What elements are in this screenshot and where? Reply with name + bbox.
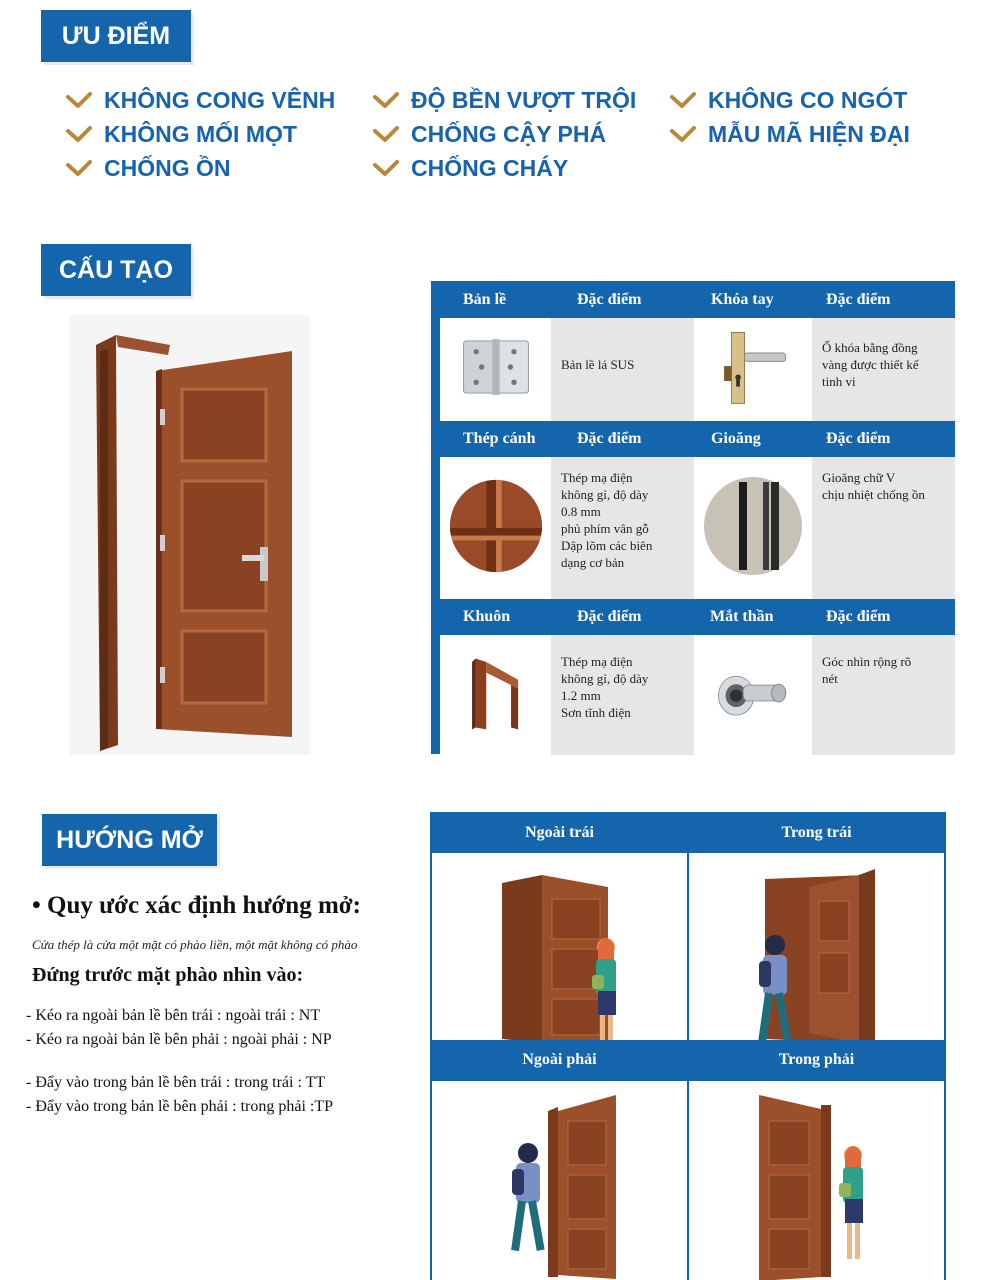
feature-header: Đặc điểm	[577, 608, 642, 625]
component-name: Mắt thần	[710, 608, 774, 625]
advantage-item	[373, 121, 606, 148]
advantage-item	[373, 155, 568, 182]
feature-header: Đặc điểm	[826, 430, 891, 447]
description-line: Gioăng chữ V	[822, 470, 896, 485]
opening-direction-label: Ngoài trái	[525, 824, 594, 841]
component-image	[440, 635, 551, 755]
opening-note: Cửa thép là cửa một mặt có phào liền, một mặt không có phào	[32, 937, 358, 952]
opening-direction-illustration	[689, 1081, 944, 1280]
checkmark-icon	[670, 91, 696, 111]
advantage-item	[66, 87, 335, 114]
description-line: nét	[822, 671, 838, 686]
opening-rule-title-text: Quy ước xác định hướng mở:	[47, 892, 361, 919]
advantage-item	[373, 87, 636, 114]
opening-line-nt: - Kéo ra ngoài bản lề bên trái : ngoài trái : NT	[26, 1007, 321, 1024]
peephole-icon	[713, 662, 793, 729]
advantage-label: KHÔNG CO NGÓT	[708, 87, 908, 113]
opening-direction-illustration	[689, 853, 944, 1040]
opening-direction-label: Trong phải	[778, 1051, 855, 1068]
description-line: tinh vi	[822, 374, 856, 389]
description-line: dạng cơ bản	[561, 555, 625, 570]
opening-line-np: - Kéo ra ngoài bản lề bên phải : ngoài phải : NP	[26, 1031, 332, 1048]
component-name: Thép cánh	[463, 430, 536, 447]
opening-rule-title	[32, 892, 361, 920]
advantage-item	[66, 155, 231, 182]
checkmark-icon	[373, 91, 399, 111]
description-line: Thép mạ điện	[561, 654, 633, 669]
component-description	[551, 318, 694, 421]
description-line: Bản lề lá SUS	[561, 357, 635, 372]
description-line: Sơn tĩnh điện	[561, 705, 631, 720]
component-description	[812, 457, 955, 599]
advantage-label: KHÔNG CONG VÊNH	[104, 87, 336, 113]
description-line: Ổ khóa bằng đồng	[822, 340, 918, 355]
gasket-icon	[703, 476, 803, 581]
opening-line-tp: - Đẩy vào trong bản lề bên phải : trong phải :TP	[26, 1098, 334, 1115]
description-line: chịu nhiệt chống ồn	[822, 487, 925, 502]
description-line: phủ phím vân gỗ	[561, 521, 649, 536]
component-image	[694, 318, 812, 421]
component-name: Gioăng	[711, 430, 761, 447]
checkmark-icon	[670, 125, 696, 145]
frame-icon	[465, 651, 527, 740]
description-line: Thép mạ điện	[561, 470, 633, 485]
description-line: vàng được thiết kế	[822, 357, 919, 372]
opening-direction-label: Ngoài phải	[522, 1051, 597, 1068]
advantage-label: MẪU MÃ HIỆN ĐẠI	[708, 121, 910, 147]
advantage-label: CHỐNG CẬY PHÁ	[411, 121, 607, 147]
feature-header: Đặc điểm	[826, 608, 891, 625]
opening-title: HƯỚNG MỞ	[42, 814, 217, 866]
steel-panel-icon	[448, 478, 544, 579]
description-line: không gỉ, độ dày	[561, 487, 649, 502]
description-line: không gỉ, độ dày	[561, 671, 649, 686]
structure-title: CẤU TẠO	[41, 244, 191, 296]
checkmark-icon	[373, 125, 399, 145]
checkmark-icon	[66, 159, 92, 179]
component-name: Khuôn	[463, 608, 511, 625]
advantage-label: CHỐNG CHÁY	[411, 155, 569, 181]
component-description	[551, 457, 694, 599]
feature-header: Đặc điểm	[826, 291, 891, 308]
checkmark-icon	[373, 159, 399, 179]
advantage-item	[670, 121, 910, 148]
description-line: Góc nhìn rộng rõ	[822, 654, 912, 669]
door-illustration	[70, 315, 310, 755]
opening-direction-illustration	[432, 853, 687, 1040]
component-image	[440, 457, 551, 599]
feature-header: Đặc điểm	[577, 430, 642, 447]
component-description	[551, 635, 694, 755]
advantage-label: CHỐNG ỒN	[104, 155, 231, 181]
component-image	[694, 635, 812, 755]
advantages-title: ƯU ĐIỂM	[41, 10, 191, 62]
hinge-icon	[460, 335, 532, 404]
description-line: 1.2 mm	[561, 688, 601, 703]
advantage-item	[670, 87, 907, 114]
component-name: Khóa tay	[711, 291, 774, 308]
advantage-label: KHÔNG MỐI MỌT	[104, 121, 297, 147]
lock-handle-icon	[711, 325, 795, 414]
component-description	[812, 635, 955, 755]
opening-direction-illustration	[432, 1081, 687, 1280]
component-name: Bản lề	[463, 291, 507, 308]
opening-direction-label: Trong trái	[781, 824, 852, 841]
component-image	[694, 457, 812, 599]
feature-header: Đặc điểm	[577, 291, 642, 308]
component-image	[440, 318, 551, 421]
description-line: 0.8 mm	[561, 504, 601, 519]
opening-line-tt: - Đẩy vào trong bản lề bên trái : trong trái : TT	[26, 1074, 326, 1091]
component-description	[812, 318, 955, 421]
checkmark-icon	[66, 125, 92, 145]
advantage-item	[66, 121, 297, 148]
checkmark-icon	[66, 91, 92, 111]
bullet: •	[32, 892, 48, 919]
advantage-label: ĐỘ BỀN VƯỢT TRỘI	[411, 87, 637, 113]
description-line: Dập lõm các biên	[561, 538, 653, 553]
opening-subtitle: Đứng trước mặt phào nhìn vào:	[32, 964, 304, 986]
